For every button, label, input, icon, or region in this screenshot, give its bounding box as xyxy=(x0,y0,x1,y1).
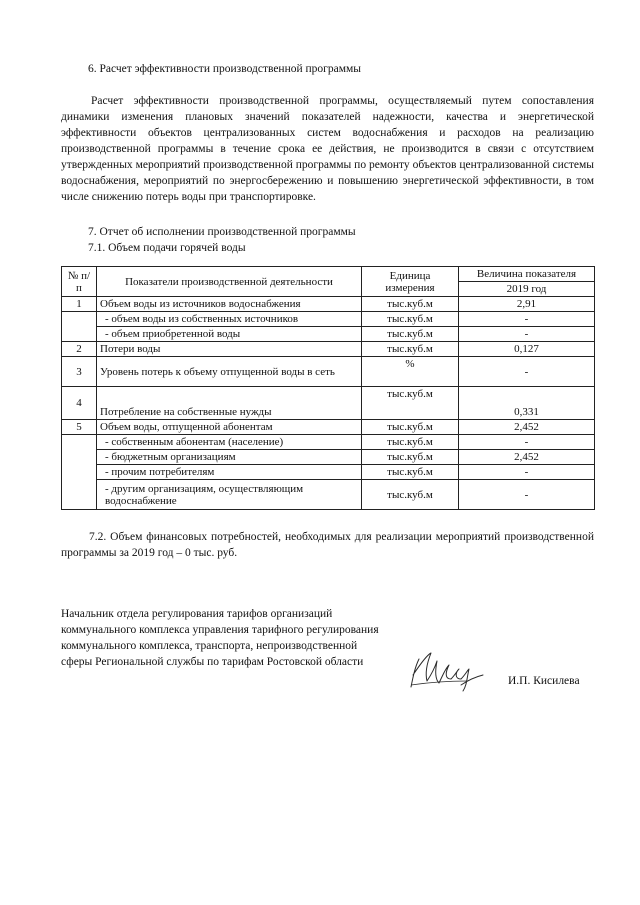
row-value: 2,91 xyxy=(459,297,595,312)
row-unit: тыс.куб.м xyxy=(362,480,459,510)
table-row xyxy=(62,420,595,435)
table-row xyxy=(62,480,595,510)
section-6-title: 6. Расчет эффективности производственной программы xyxy=(88,63,362,75)
row-indicator: - прочим потребителям xyxy=(97,465,362,480)
table-row xyxy=(62,312,595,327)
row-indicator: - бюджетным организациям xyxy=(97,450,362,465)
row-value: - xyxy=(459,357,595,387)
row-value: - xyxy=(459,465,595,480)
row-num: 1 xyxy=(62,297,97,312)
row-unit: тыс.куб.м xyxy=(362,327,459,342)
row-num: 5 xyxy=(62,420,97,435)
header-indicator: Показатели производственной деятельности xyxy=(97,267,362,297)
row-unit: тыс.куб.м xyxy=(362,450,459,465)
table-row xyxy=(62,450,595,465)
header-unit: Единица измерения xyxy=(362,267,459,297)
row-num xyxy=(62,435,97,510)
row-unit: % xyxy=(362,357,459,387)
header-num: № п/п xyxy=(62,267,97,297)
row-num xyxy=(62,312,97,342)
row-unit: тыс.куб.м xyxy=(362,435,459,450)
row-value: 0,127 xyxy=(459,342,595,357)
row-unit: тыс.куб.м xyxy=(362,342,459,357)
table-row xyxy=(62,387,595,420)
row-value: - xyxy=(459,312,595,327)
header-year: 2019 год xyxy=(459,282,595,297)
signatory-position: Начальник отдела регулирования тарифов организаций коммунального комплекса управления тарифного регулирования коммунального комплекса, транспорта, непроизводственной сферы Региональной службы по тарифам Ростовской области xyxy=(61,608,379,668)
row-unit: тыс.куб.м xyxy=(362,387,459,420)
row-unit: тыс.куб.м xyxy=(362,420,459,435)
row-value: 2,452 xyxy=(459,450,595,465)
table-row xyxy=(62,465,595,480)
row-num: 3 xyxy=(62,357,97,387)
table-row xyxy=(62,435,595,450)
row-indicator: - другим организациям, осуществляющим водоснабжение xyxy=(97,480,362,510)
row-unit: тыс.куб.м xyxy=(362,297,459,312)
row-unit: тыс.куб.м xyxy=(362,312,459,327)
table-row xyxy=(62,297,595,312)
row-indicator: - объем приобретенной воды xyxy=(97,327,362,342)
row-indicator: Объем воды из источников водоснабжения xyxy=(97,297,362,312)
section-7-1-title: 7.1. Объем подачи горячей воды xyxy=(88,242,246,254)
table-row xyxy=(62,342,595,357)
table-row xyxy=(62,357,595,387)
row-num: 4 xyxy=(62,387,97,420)
row-indicator: Потери воды xyxy=(97,342,362,357)
row-value: 2,452 xyxy=(459,420,595,435)
header-value: Величина показателя xyxy=(459,267,595,282)
row-unit: тыс.куб.м xyxy=(362,465,459,480)
section-7-title: 7. Отчет об исполнении производственной программы xyxy=(88,226,356,238)
row-indicator: - объем воды из собственных источников xyxy=(97,312,362,327)
row-num: 2 xyxy=(62,342,97,357)
section-7-2-text: 7.2. Объем финансовых потребностей, необходимых для реализации мероприятий производственной программы за 2019 год – 0 тыс. руб. xyxy=(61,531,594,559)
handwritten-signature xyxy=(405,645,495,695)
row-value: 0,331 xyxy=(459,387,595,420)
row-indicator: Объем воды, отпущенной абонентам xyxy=(97,420,362,435)
row-indicator: - собственным абонентам (население) xyxy=(97,435,362,450)
table-row xyxy=(62,327,595,342)
row-value: - xyxy=(459,480,595,510)
row-indicator: Уровень потерь к объему отпущенной воды в сеть xyxy=(97,357,362,387)
row-value: - xyxy=(459,435,595,450)
row-value: - xyxy=(459,327,595,342)
signatory-name: И.П. Кисилева xyxy=(508,675,580,687)
row-indicator: Потребление на собственные нужды xyxy=(97,387,362,420)
section-6-body: Расчет эффективности производственной программы, осуществляемый путем сопоставления динамики изменения плановых значений показателей надежности, качества и энергетической эффективности объектов централизованных систем водоснабжения и расходов на реализацию производственной программы в течение срока ее действия, не производится в связи с отсутствием утвержденных мероприятий производственной программы по ремонту объектов централизованной системы водоснабжения, мероприятий по энергосбережению и повышению энергетической эффективности, в том числе снижению потерь воды при транспортировке. xyxy=(61,95,594,203)
hot-water-supply-table xyxy=(61,266,595,510)
